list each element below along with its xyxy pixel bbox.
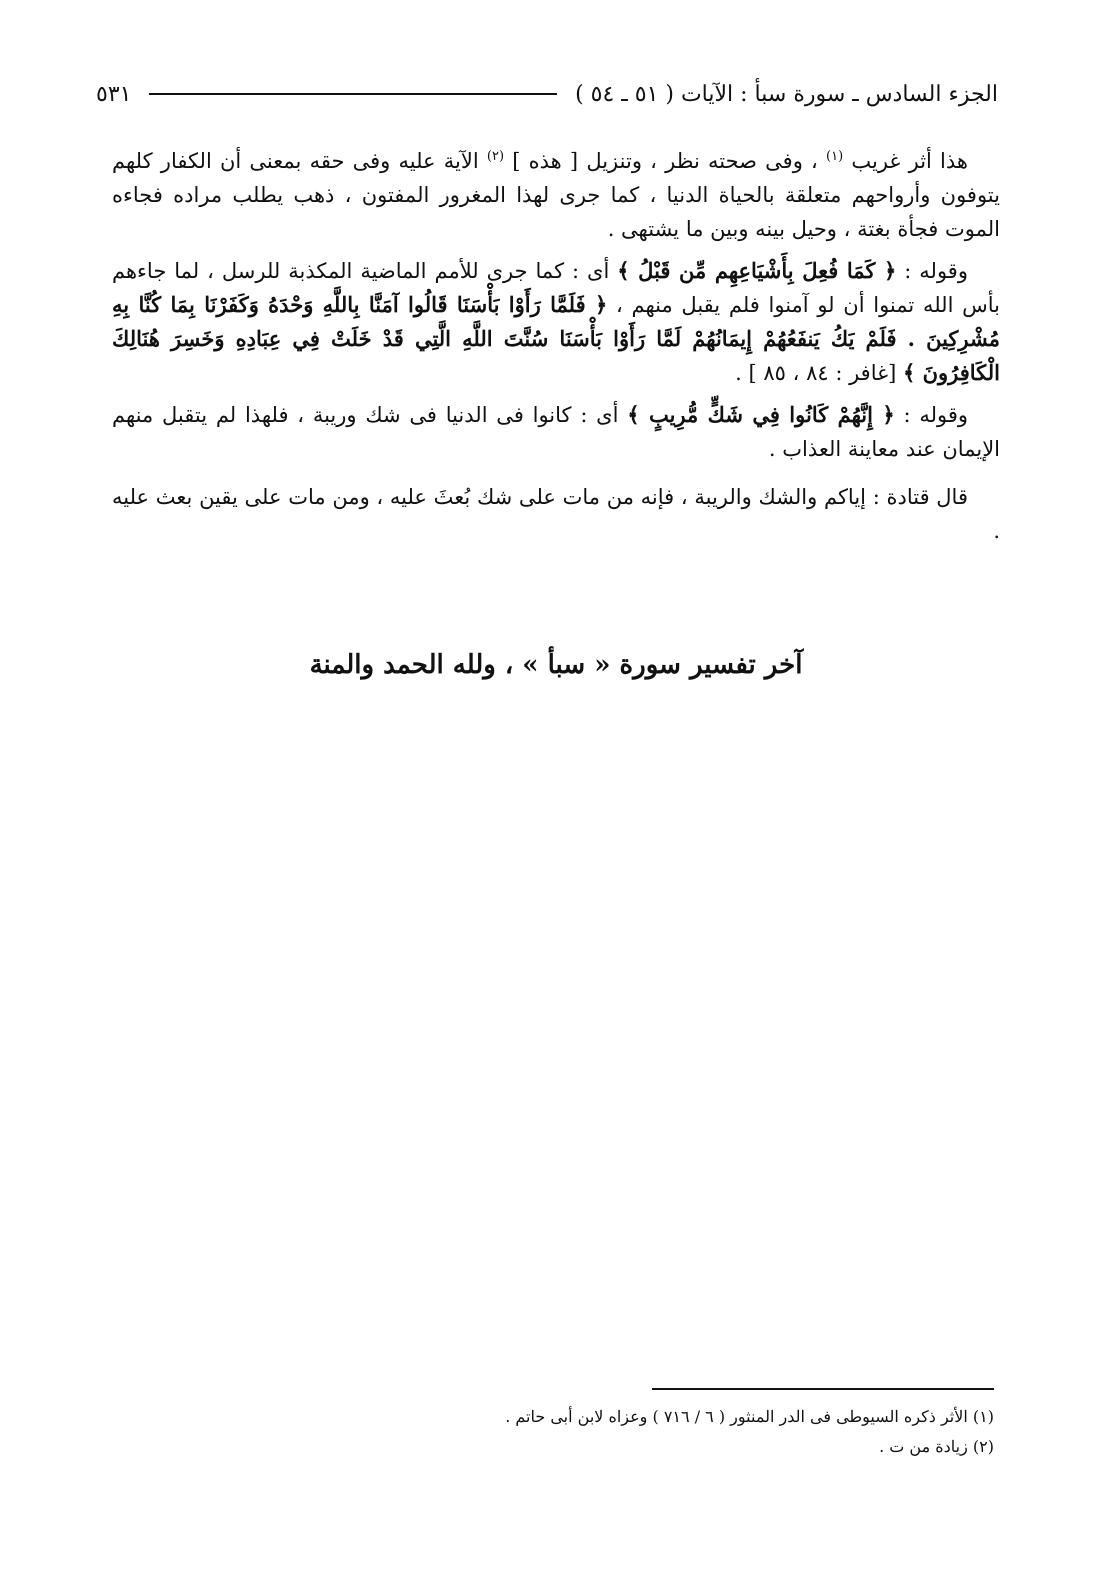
closing-line: آخر تفسير سورة « سبأ » ، ولله الحمد والمنة [309,650,803,680]
header-rule [149,93,557,95]
paragraph-2-text: أى : كما جرى للأمم الماضية المكذبة للرسل ، لما جاءهم بأس الله تمنوا أن لو آمنوا فلم يقبل منهم ، [112,259,1000,317]
paragraph-1-start: هذا أثر غريب [851,149,968,173]
paragraph-2-intro: وقوله : [904,259,968,283]
paragraph-3-intro: وقوله : [903,403,969,427]
page-number: ٥٣١ [96,81,132,107]
footnote-1: (١) الأثر ذكره السيوطى فى الدر المنثور ( ٦ / ٧١٦ ) وعزاه لابن أبى حاتم . [505,1407,994,1426]
quran-verse-3: ﴿ إِنَّهُمْ كَانُوا فِي شَكٍّ مُّرِيبٍ ﴾ [627,402,895,427]
footnotes [114,1402,994,1462]
paragraph-1-end: الآية عليه وفى حقه بمعنى أن الكفار كلهم يتوفون وأرواحهم متعلقة بالحياة الدنيا ، كما جرى لهذا المغرور المفتون ، ذهب يطلب مراده فجاءه الموت فجأة بغتة ، وحيل بينه وبين ما يشتهى . [112,149,1000,241]
footnote-ref-2: (٢) [486,149,505,164]
footnote-2: (٢) زيادة من ت . [879,1437,994,1456]
paragraph-4 [112,480,1000,548]
quran-verse-2: ﴿ فَلَمَّا رَأَوْا بَأْسَنَا قَالُوا آمَنَّا بِاللَّهِ وَحْدَهُ وَكَفَرْنَا بِمَا كُنَّا بِهِ مُشْرِكِينَ . فَلَمْ يَكُ يَنفَعُهُمْ إِيمَانُهُمْ لَمَّا رَأَوْا بَأْسَنَا سُنَّتَ اللَّهِ الَّتِي قَدْ خَلَتْ فِي عِبَادِهِ وَخَسِرَ هُنَالِكَ الْكَافِرُونَ ﴾ [112,292,1000,385]
running-title: الجزء السادس ـ سورة سبأ : الآيات ( ٥١ ـ ٥٤ ) [575,81,998,107]
paragraph-1-middle: ، وفى صحته نظر ، وتنزيل [ هذه ] [512,149,818,173]
footnote-ref-1: (١) [826,149,844,164]
paragraph-3 [112,398,1000,466]
paragraph-2 [112,254,1000,390]
body-text [112,140,1000,556]
verse-reference: [غافر : ٨٤ ، ٨٥ ] . [735,361,897,385]
paragraph-1 [112,140,1000,246]
footnote-rule [652,1388,994,1390]
quran-verse-1: ﴿ كَمَا فُعِلَ بِأَشْيَاعِهِم مِّن قَبْلُ ﴾ [617,258,897,283]
page-header [96,74,998,114]
paragraph-3-text: أى : كانوا فى الدنيا فى شك وريبة ، فلهذا لم يتقبل منهم الإيمان عند معاينة العذاب . [112,403,1000,461]
paragraph-4-text: قال قتادة : إياكم والشك والريبة ، فإنه من مات على شك بُعثَ عليه ، ومن مات على يقين بعث عليه . [112,485,1000,543]
